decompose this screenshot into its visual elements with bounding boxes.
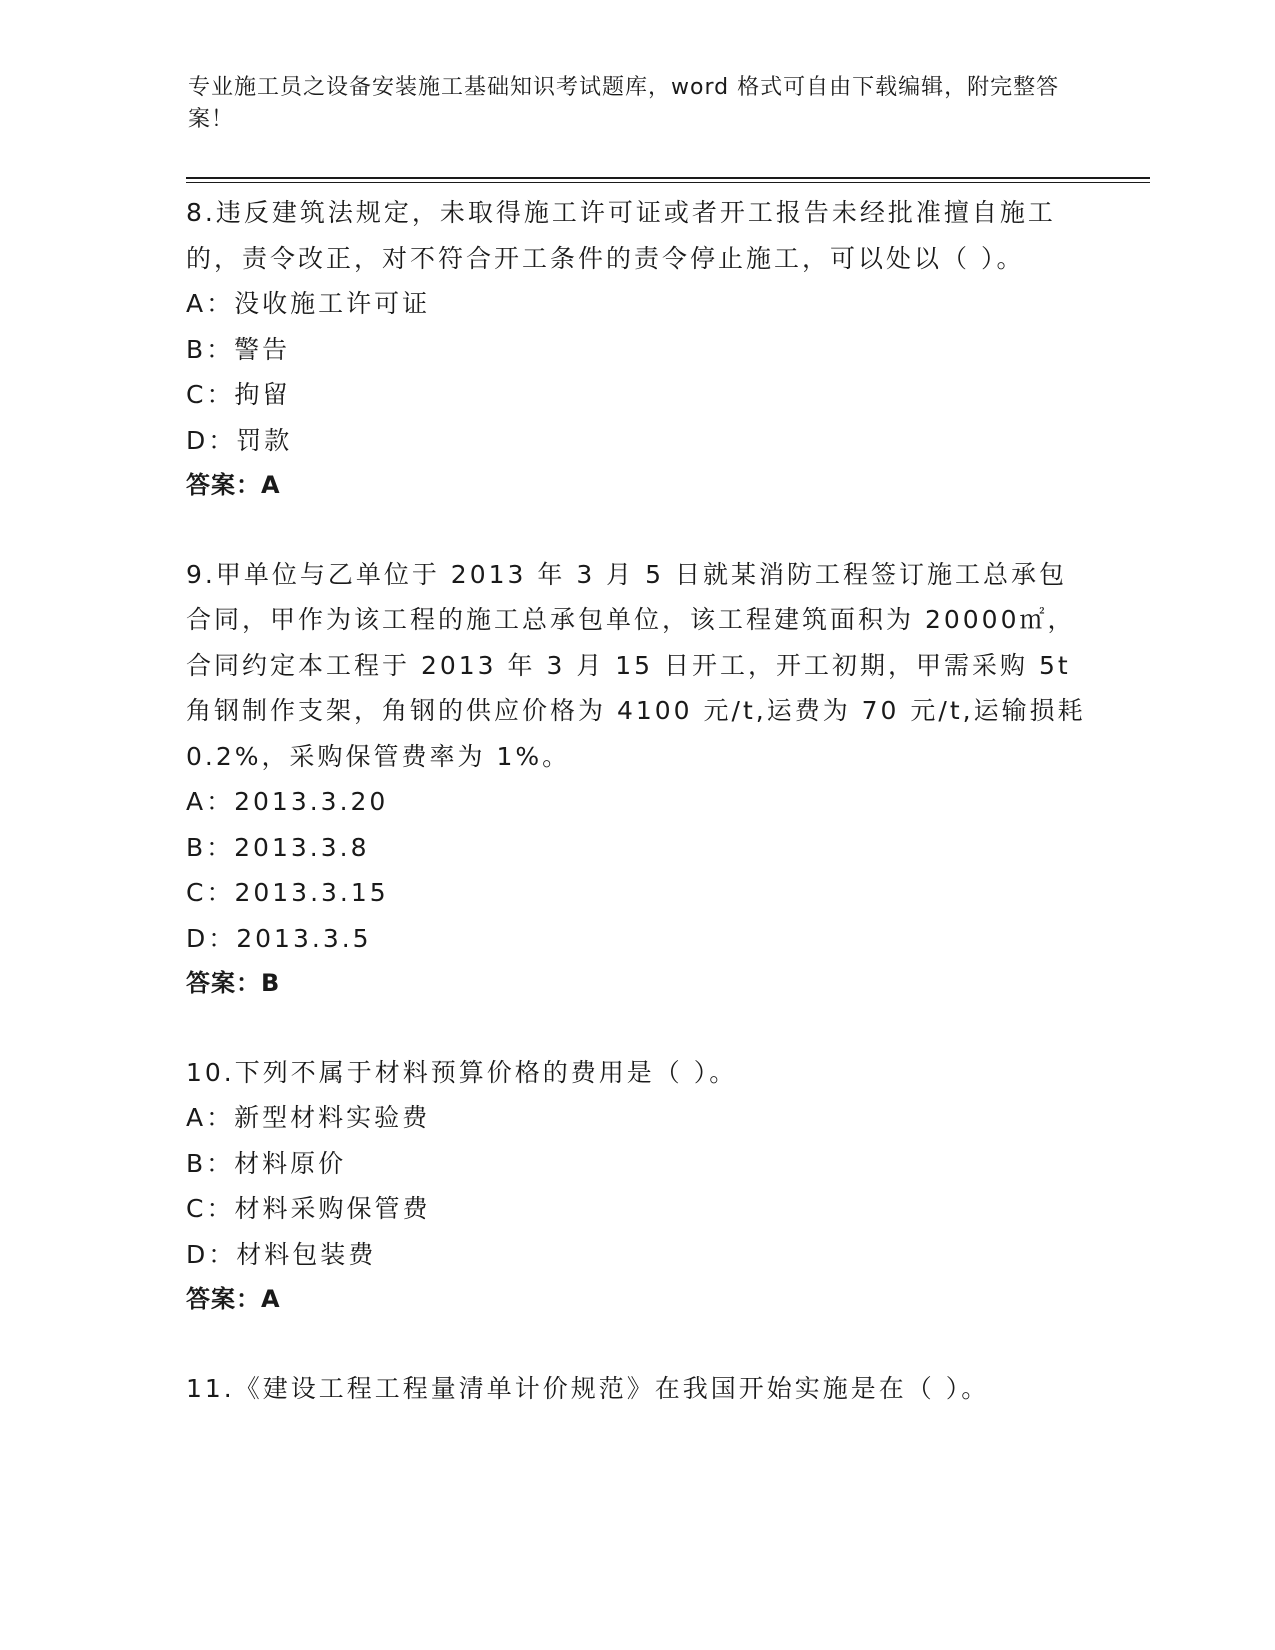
option-a: A：2013.3.20 [186, 787, 389, 816]
question-text: 9.甲单位与乙单位于 2013 年 3 月 5 日就某消防工程签订施工总承包合同，甲作为该工程的施工总承包单位，该工程建筑面积为 20000㎡，合同约定本工程于 2013 年 3 月 15 日开工，开工初期，甲需采购 5t 角钢制作支架，角钢的供应价格为 4100 元/t,运费为 70 元/t,运输损耗 0.2%，采购保管费率为 1%。 [186, 559, 1086, 771]
answer-line: 答案：B [186, 969, 281, 997]
question-11 [186, 1366, 1086, 1412]
spacer [186, 1007, 1086, 1050]
option-b: B：2013.3.8 [186, 832, 370, 862]
option-d: D：材料包装费 [186, 1239, 377, 1269]
question-9 [186, 552, 1086, 1007]
option-d: D：2013.3.5 [186, 923, 372, 953]
header-divider-thick [186, 177, 1150, 179]
option-b: B：警告 [186, 334, 291, 364]
answer-line: 答案：A [186, 471, 281, 499]
option-c: C：2013.3.15 [186, 878, 389, 907]
option-a: A：没收施工许可证 [186, 289, 431, 318]
question-text: 8.违反建筑法规定，未取得施工许可证或者开工报告未经批准擅自施工的，责令改正，对不符合开工条件的责令停止施工，可以处以（ ）。 [186, 198, 1056, 273]
question-list [186, 190, 1086, 1411]
option-c: C：材料采购保管费 [186, 1194, 431, 1223]
question-text: 11.《建设工程工程量清单计价规范》在我国开始实施是在（ ）。 [186, 1373, 990, 1403]
spacer [186, 1323, 1086, 1366]
option-d: D：罚款 [186, 425, 293, 455]
document-header: 专业施工员之设备安装施工基础知识考试题库，word 格式可自由下载编辑，附完整答案！ [188, 75, 1060, 132]
option-a: A：新型材料实验费 [186, 1103, 431, 1132]
spacer [186, 509, 1086, 552]
question-10 [186, 1050, 1086, 1323]
header-divider-thin [186, 182, 1150, 183]
option-c: C：拘留 [186, 380, 291, 409]
answer-line: 答案：A [186, 1285, 281, 1313]
question-8 [186, 190, 1086, 509]
question-text: 10.下列不属于材料预算价格的费用是（ ）。 [186, 1057, 738, 1087]
option-b: B：材料原价 [186, 1148, 347, 1178]
